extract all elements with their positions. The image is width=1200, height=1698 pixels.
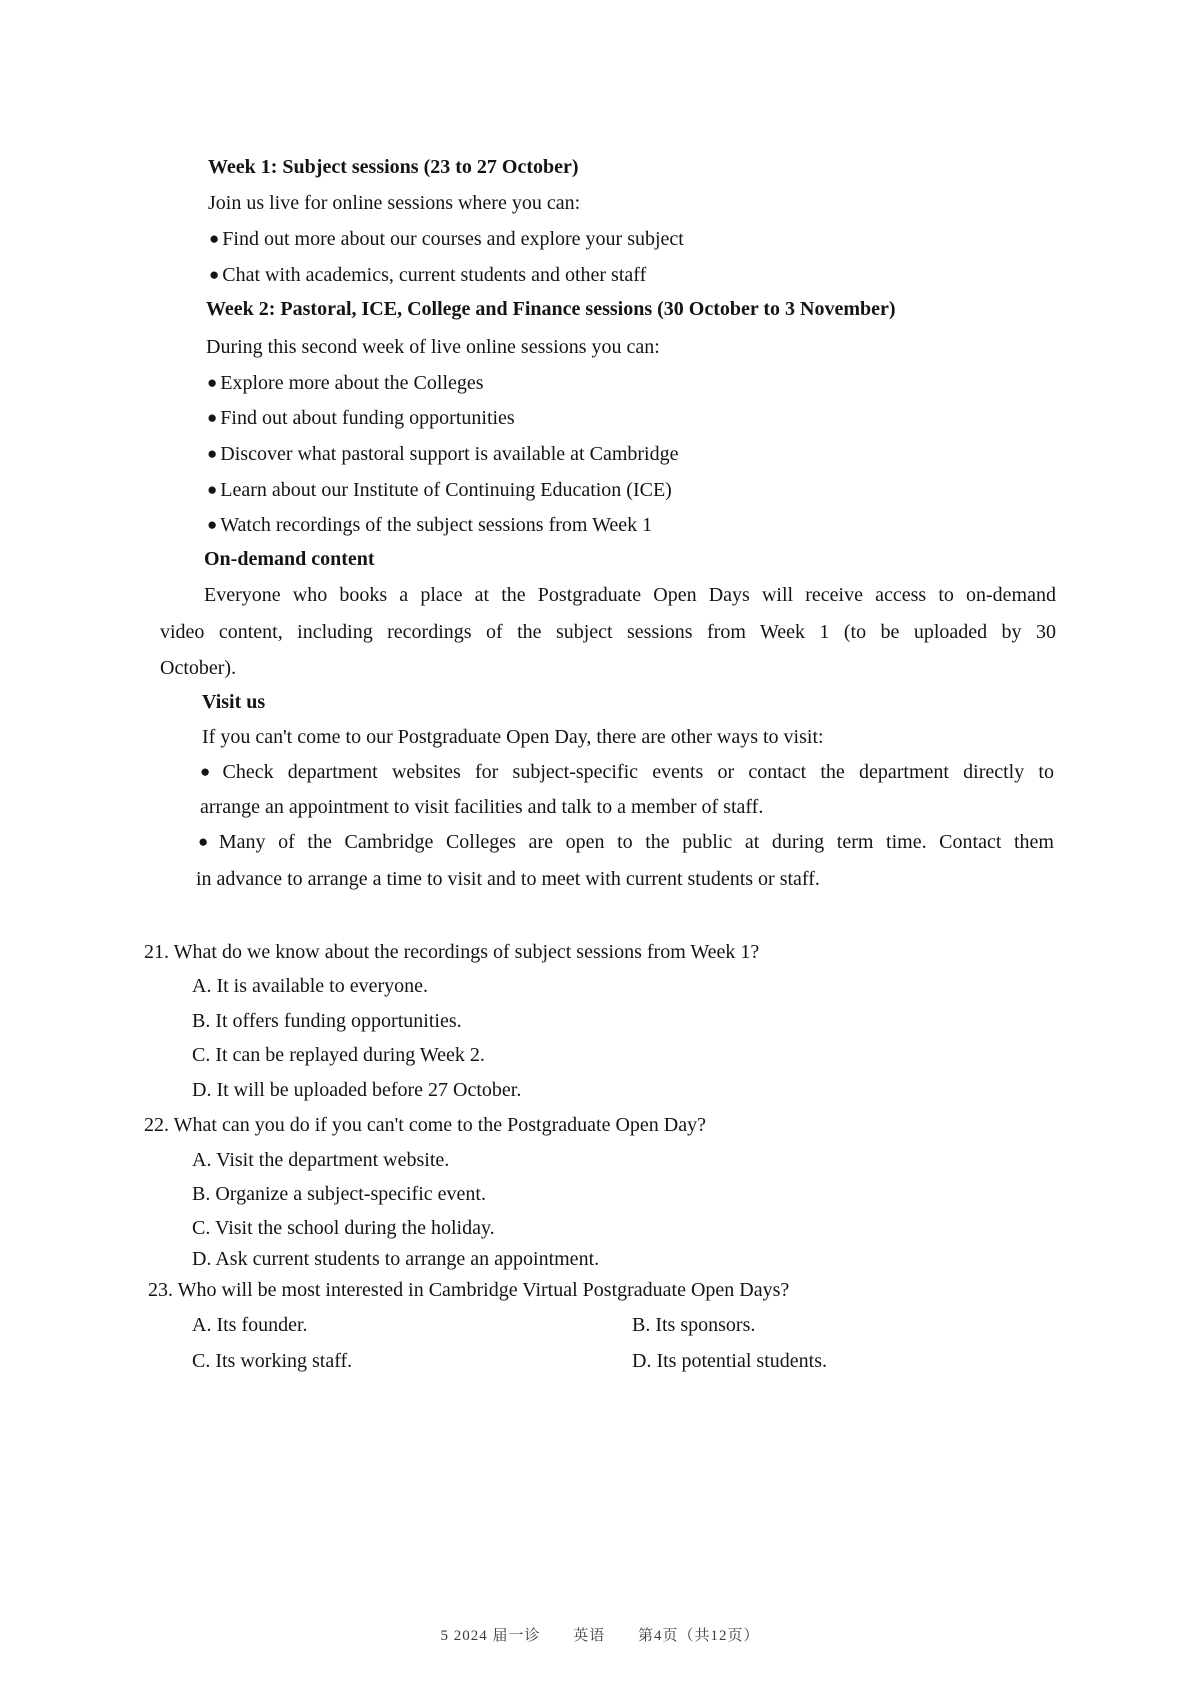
ondemand-paragraph-line: video content, including recordings of the subject sessions from Week 1 (to be uploaded by 30	[160, 621, 1056, 643]
visit-item-continued: arrange an appointment to visit facilities and talk to a member of staff.	[200, 796, 764, 818]
week2-item: ● Watch recordings of the subject sessions from Week 1	[207, 513, 652, 538]
visit-item: ● Check department websites for subject-specific events or contact the department directly to	[200, 760, 1054, 785]
answer-option: D. Its potential students.	[632, 1350, 827, 1372]
week2-item: ● Discover what pastoral support is available at Cambridge	[207, 442, 678, 467]
week1-item: ● Find out more about our courses and explore your subject	[209, 227, 684, 252]
answer-option: B. It offers funding opportunities.	[192, 1010, 462, 1032]
page-footer	[0, 1624, 1200, 1645]
footer-subject: 英语	[573, 1628, 606, 1644]
week2-item: ● Learn about our Institute of Continuing Education (ICE)	[207, 478, 672, 503]
question-stem: 21. What do we know about the recordings of subject sessions from Week 1?	[144, 941, 760, 963]
footer-exam-name: 5 2024 届一诊	[440, 1628, 541, 1644]
footer-page-number: 第4页（共12页）	[638, 1628, 760, 1644]
week2-heading: Week 2: Pastoral, ICE, College and Finance sessions (30 October to 3 November)	[206, 298, 896, 320]
answer-option: A. Its founder.	[192, 1314, 308, 1336]
visit-intro: If you can't come to our Postgraduate Open Day, there are other ways to visit:	[202, 726, 824, 748]
week2-item: ● Explore more about the Colleges	[207, 371, 484, 396]
week1-heading: Week 1: Subject sessions (23 to 27 October)	[208, 156, 579, 178]
visit-heading: Visit us	[202, 691, 266, 713]
week1-intro: Join us live for online sessions where you can:	[208, 192, 581, 214]
week2-item: ● Find out about funding opportunities	[207, 406, 515, 431]
answer-option: C. Visit the school during the holiday.	[192, 1217, 495, 1239]
question-stem: 23. Who will be most interested in Cambridge Virtual Postgraduate Open Days?	[148, 1279, 790, 1301]
question-stem: 22. What can you do if you can't come to the Postgraduate Open Day?	[144, 1114, 706, 1136]
answer-option: D. Ask current students to arrange an appointment.	[192, 1248, 600, 1270]
answer-option: B. Organize a subject-specific event.	[192, 1183, 486, 1205]
visit-item-continued: in advance to arrange a time to visit and to meet with current students or staff.	[196, 868, 820, 890]
week1-item: ● Chat with academics, current students and other staff	[209, 263, 646, 288]
ondemand-paragraph-line: Everyone who books a place at the Postgraduate Open Days will receive access to on-demand	[204, 584, 1056, 606]
answer-option: D. It will be uploaded before 27 October.	[192, 1079, 522, 1101]
answer-option: C. Its working staff.	[192, 1350, 353, 1372]
answer-option: A. It is available to everyone.	[192, 975, 429, 997]
answer-option: B. Its sponsors.	[632, 1314, 756, 1336]
ondemand-paragraph-line: October).	[160, 657, 237, 679]
visit-item: ● Many of the Cambridge Colleges are open to the public at during term time. Contact them	[198, 830, 1054, 855]
week2-intro: During this second week of live online sessions you can:	[206, 336, 660, 358]
answer-option: C. It can be replayed during Week 2.	[192, 1044, 485, 1066]
ondemand-heading: On-demand content	[204, 548, 375, 570]
answer-option: A. Visit the department website.	[192, 1149, 450, 1171]
